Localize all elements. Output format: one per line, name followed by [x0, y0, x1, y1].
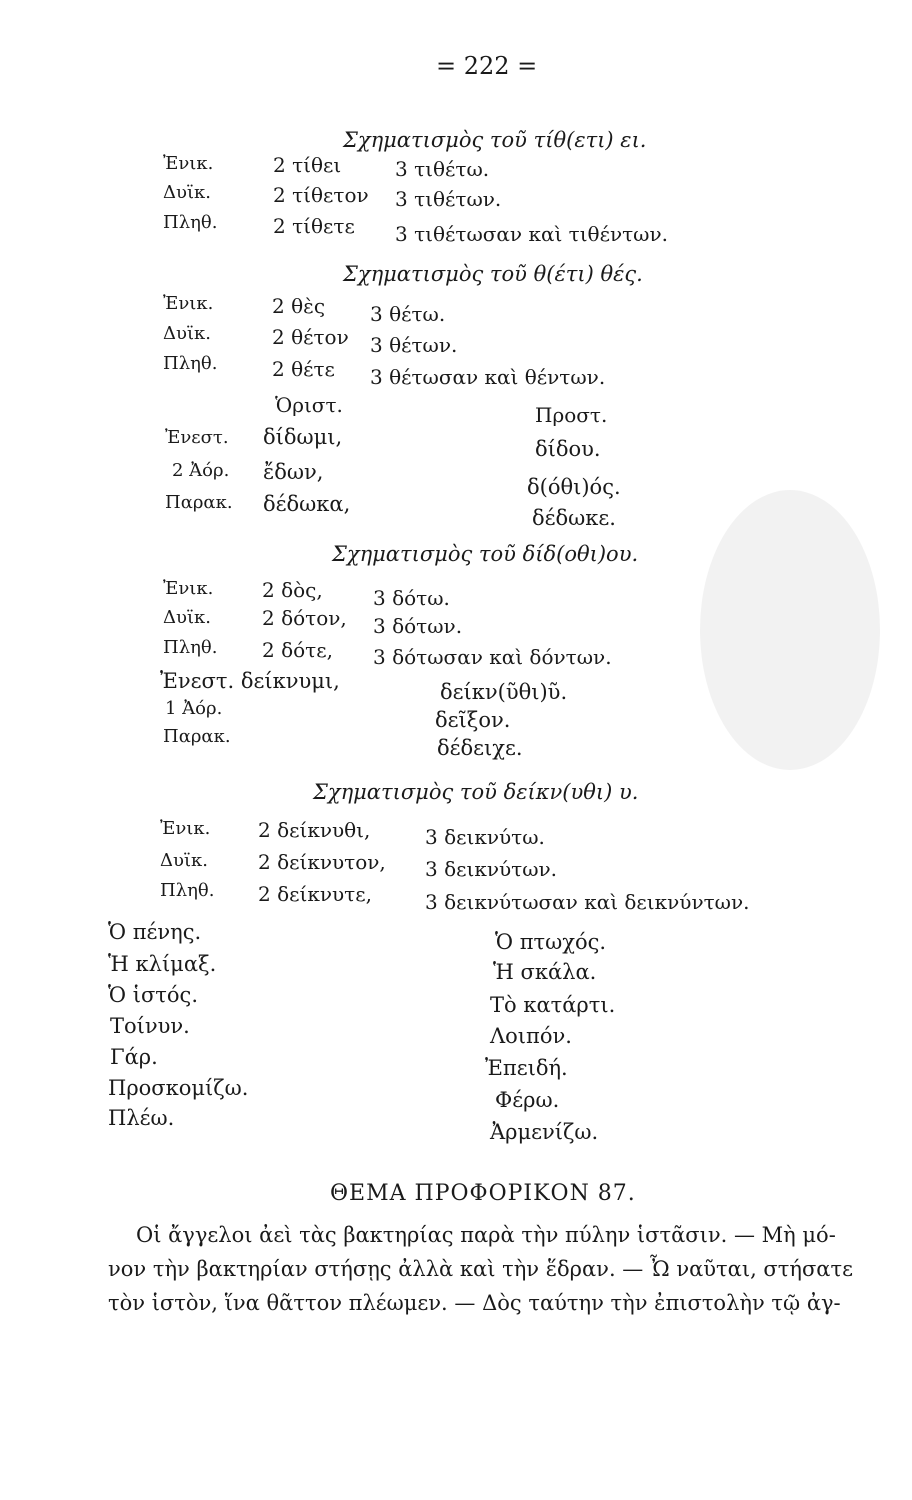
vocab-modern: Ἡ σκάλα. [493, 960, 597, 984]
heading-stem: δείκν(υθι) υ. [503, 780, 639, 804]
section2-heading [343, 262, 643, 286]
deiknumi-present-label: Ἐνεστ. δείκνυμι, [160, 669, 340, 693]
second-person-form: 2 δότον, [262, 606, 347, 630]
second-person-form: 2 δείκνυτον, [258, 850, 386, 874]
vocab-modern: Ἀρμενίζω. [490, 1120, 599, 1144]
section1-heading [343, 128, 646, 152]
section4-heading [313, 780, 638, 804]
vocab-modern: Λοιπόν. [490, 1024, 572, 1048]
vocab-ancient: Προσκομίζω. [108, 1076, 249, 1100]
row-label: 1 Ἀόρ. [165, 698, 223, 719]
paragraph-line: νον τὴν βακτηρίαν στήσῃς ἀλλὰ καὶ τὴν ἕδραν. — Ὦ ναῦται, στήσατε [108, 1257, 853, 1281]
row-label: Δυϊκ. [163, 607, 211, 628]
row-label: Πληθ. [163, 353, 218, 374]
third-person-form: 3 δότωσαν καὶ δόντων. [373, 645, 612, 669]
second-person-form: 2 θὲς [272, 294, 326, 318]
vocab-modern: Ἐπειδή. [485, 1056, 568, 1080]
third-person-form: 3 δότω. [373, 586, 450, 610]
imperative-form: δέδωκε. [532, 506, 616, 530]
imperative-form: δ(όθι)ός. [527, 475, 621, 499]
col-header-imperative: Προστ. [535, 403, 608, 427]
imperative-form: δίδου. [535, 437, 601, 461]
third-person-form: 3 δεικνύτων. [425, 857, 558, 881]
heading-stem: τίθ(ετι) ει. [533, 128, 647, 152]
row-label: Πληθ. [163, 212, 218, 233]
row-label: Παρακ. [163, 726, 231, 747]
second-person-form: 2 τίθετον [273, 183, 369, 207]
vocab-ancient: Ὁ ἱστός. [108, 983, 198, 1007]
indicative-form: δίδωμι, [263, 425, 343, 449]
vocab-modern: Φέρω. [495, 1088, 560, 1112]
heading-prefix: Σχηματισμὸς τοῦ [313, 780, 497, 804]
heading-stem: δίδ(οθι)ου. [522, 542, 639, 566]
heading-prefix: Σχηματισμὸς τοῦ [343, 128, 527, 152]
row-label: Ἐνεστ. [165, 427, 229, 448]
row-label: 2 Ἀόρ. [172, 460, 230, 481]
exercise-title: ΘΕΜΑ ΠΡΟΦΟΡΙΚΟΝ 87. [330, 1181, 636, 1206]
col-header-indicative: Ὁριστ. [275, 393, 343, 417]
row-label: Ἐνικ. [160, 818, 211, 839]
second-person-form: 2 τίθει [273, 153, 342, 177]
vocab-ancient: Γάρ. [110, 1045, 158, 1069]
row-label: Δυϊκ. [163, 323, 211, 344]
imperative-form: δέδειχε. [437, 736, 523, 760]
paragraph-line: Οἱ ἄγγελοι ἀεὶ τὰς βακτηρίας παρὰ τὴν πύλην ἱστᾶσιν. — Μὴ μό- [136, 1223, 836, 1247]
heading-prefix: Σχηματισμὸς τοῦ [343, 262, 527, 286]
third-person-form: 3 τιθέτω. [395, 157, 490, 181]
third-person-form: 3 δεικνύτω. [425, 825, 545, 849]
section3-heading [332, 542, 638, 566]
third-person-form: 3 τιθέτωσαν καὶ τιθέντων. [395, 222, 668, 246]
third-person-form: 3 θέτων. [370, 333, 458, 357]
third-person-form: 3 θέτωσαν καὶ θέντων. [370, 365, 606, 389]
vocab-ancient: Ἡ κλίμαξ. [108, 952, 217, 976]
second-person-form: 2 δότε, [262, 638, 333, 662]
second-person-form: 2 θέτε [272, 357, 335, 381]
third-person-form: 3 δότων. [373, 614, 463, 638]
exercise-paragraph [108, 1218, 853, 1320]
paragraph-line: τὸν ἱστὸν, ἵνα θᾶττον πλέωμεν. — Δὸς ταύτην τὴν ἐπιστολὴν τῷ ἀγ- [108, 1291, 841, 1315]
imperative-form: δείκν(ῦθι)ῦ. [440, 680, 568, 704]
row-label: Δυϊκ. [163, 182, 211, 203]
second-person-form: 2 θέτον [272, 325, 349, 349]
second-person-form: 2 δὸς, [262, 578, 323, 602]
second-person-form: 2 τίθετε [273, 214, 355, 238]
row-label: Πληθ. [163, 637, 218, 658]
row-label: Δυϊκ. [160, 850, 208, 871]
ink-smudge [700, 490, 880, 770]
row-label: Παρακ. [165, 492, 233, 513]
heading-prefix: Σχηματισμὸς τοῦ [332, 542, 516, 566]
second-person-form: 2 δείκνυτε, [258, 882, 372, 906]
indicative-form: δέδωκα, [263, 492, 351, 516]
heading-stem: θ(έτι) θές. [533, 262, 643, 286]
vocab-modern: Ὁ πτωχός. [495, 930, 607, 954]
vocab-ancient: Πλέω. [108, 1106, 175, 1130]
row-label: Πληθ. [160, 880, 215, 901]
row-label: Ἐνικ. [163, 153, 214, 174]
vocab-ancient: Ὁ πένης. [108, 920, 202, 944]
imperative-form: δεῖξον. [435, 708, 511, 732]
vocab-ancient: Τοίνυν. [110, 1014, 190, 1038]
row-label: Ἐνικ. [163, 578, 214, 599]
third-person-form: 3 θέτω. [370, 302, 446, 326]
indicative-form: ἔδων, [263, 460, 324, 484]
third-person-form: 3 τιθέτων. [395, 187, 502, 211]
row-label: Ἐνικ. [163, 293, 214, 314]
vocab-modern: Τὸ κατάρτι. [490, 993, 616, 1017]
third-person-form: 3 δεικνύτωσαν καὶ δεικνύντων. [425, 890, 750, 914]
page-number: = 222 = [436, 52, 538, 80]
second-person-form: 2 δείκνυθι, [258, 818, 371, 842]
